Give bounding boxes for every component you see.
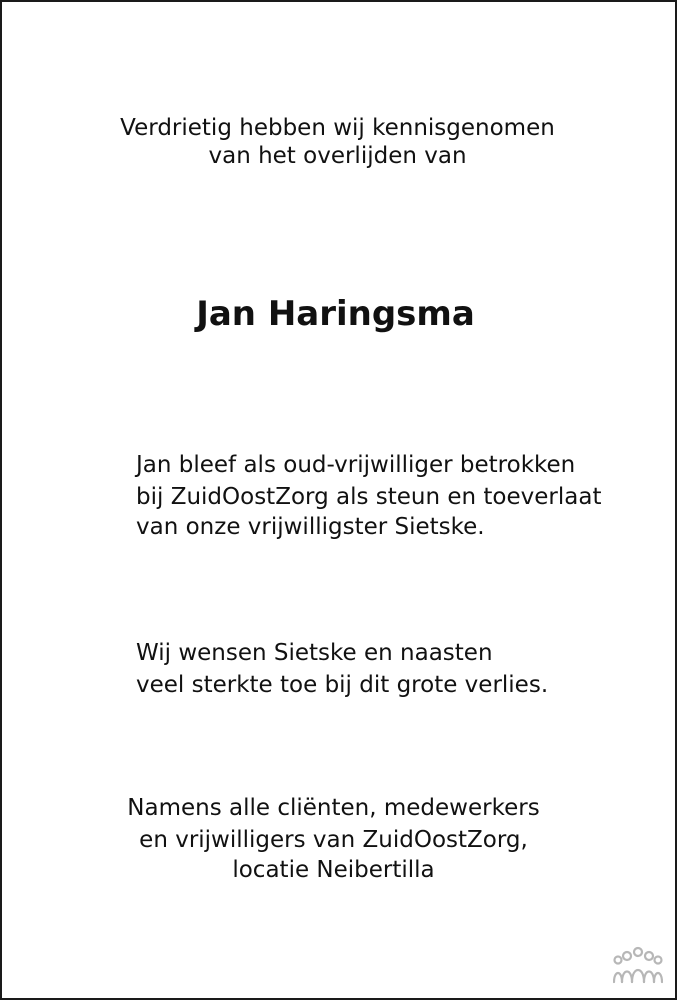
signature-line-1: Namens alle cliënten, medewerkers [127, 795, 540, 821]
intro-line-1: Verdrietig hebben wij kennisgenomen [120, 115, 555, 141]
people-group-icon [613, 946, 663, 986]
deceased-name: Jan Haringsma [196, 294, 475, 334]
intro-line-2: van het overlijden van [208, 143, 467, 169]
condolence-line-2: veel sterkte toe bij dit grote verlies. [136, 672, 549, 698]
signature-line-3: locatie Neibertilla [232, 857, 435, 883]
body-line-2: bij ZuidOostZorg als steun en toeverlaat [136, 484, 602, 510]
body-line-1: Jan bleef als oud-vrijwilliger betrokken [136, 452, 576, 478]
condolence-line-1: Wij wensen Sietske en naasten [136, 640, 493, 666]
signature-line-2: en vrijwilligers van ZuidOostZorg, [139, 827, 528, 853]
body-line-3: van onze vrijwilligster Sietske. [136, 514, 485, 540]
